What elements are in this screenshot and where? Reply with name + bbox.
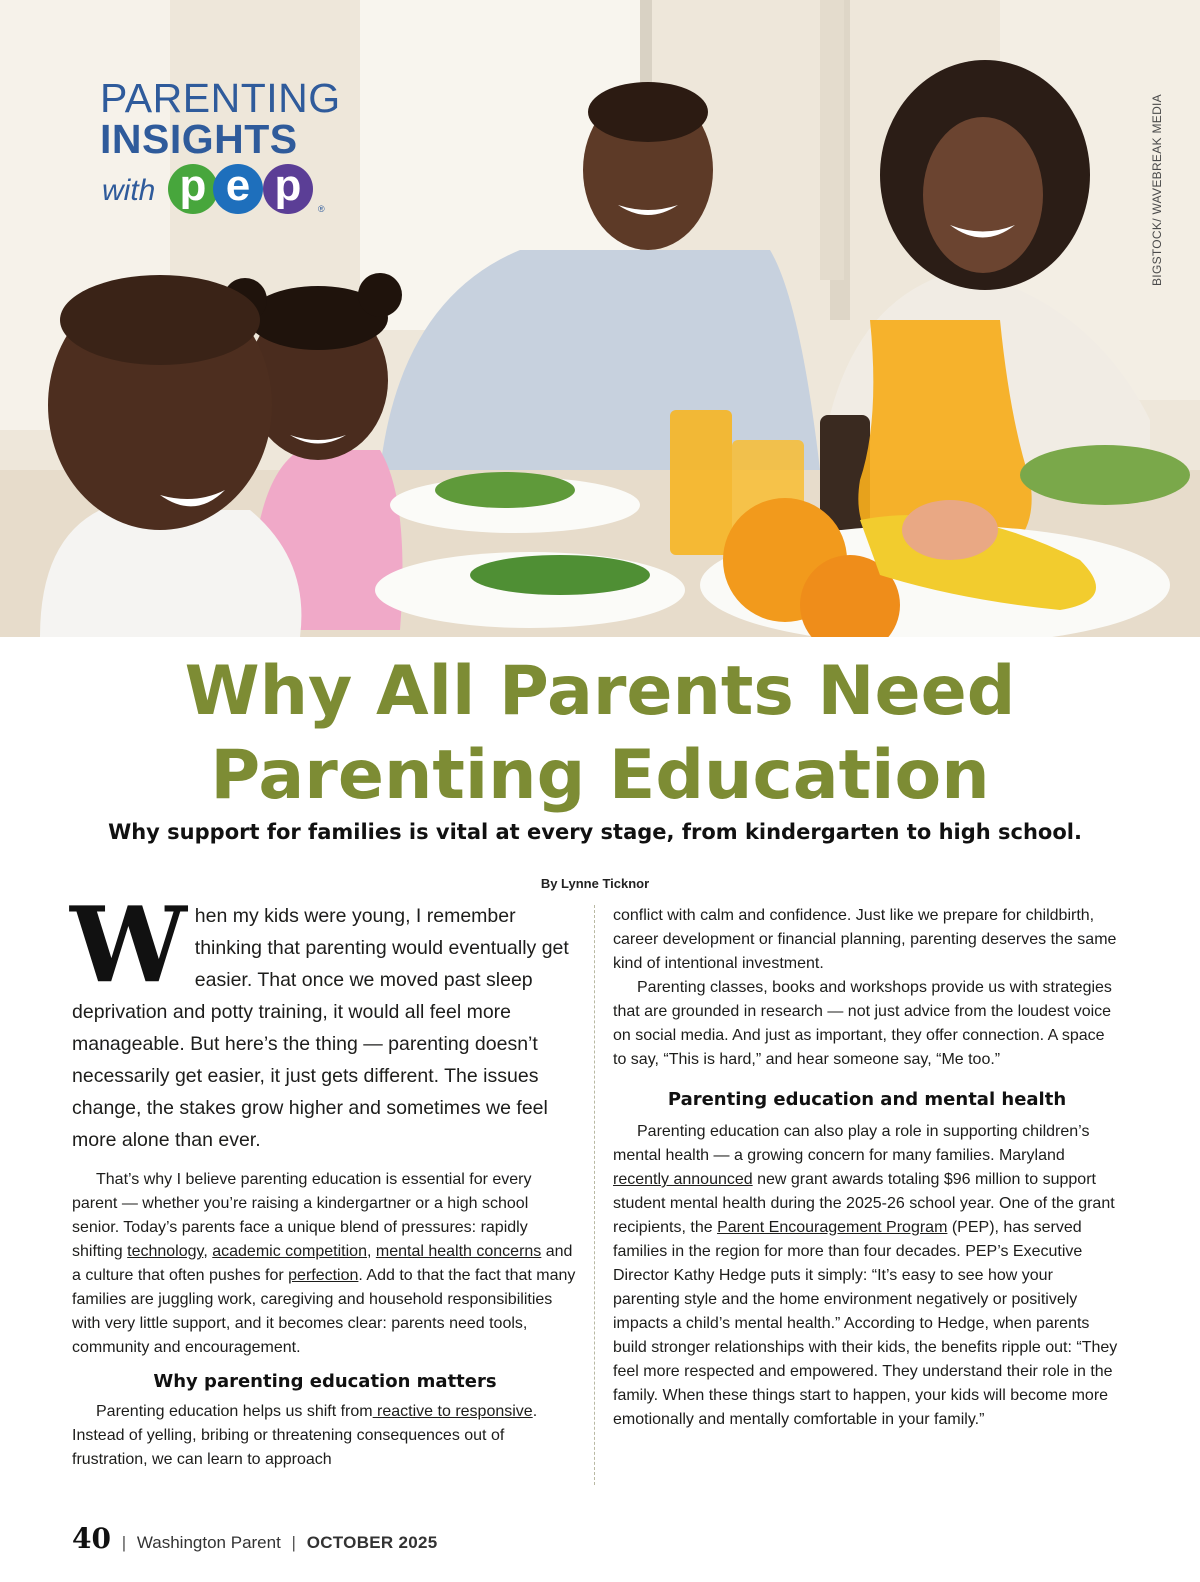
p2-text-c: ,	[366, 1243, 376, 1260]
article-subtitle: Why support for families is vital at every stage, from kindergarten to high school.	[108, 820, 1082, 844]
link-parent-encouragement-program[interactable]: Parent Encouragement Program	[717, 1219, 948, 1236]
paragraph-3	[72, 1400, 578, 1472]
photo-credit: BIGSTOCK/ WAVEBREAK MEDIA	[1150, 94, 1164, 286]
p2-text-e: . Add to that the fact that many families are juggling work, caregiving and household responsibilities with very little support, and it becomes clear: parents need tools, community and encouragement.	[72, 1267, 576, 1356]
p6-text-a: Parenting education can also play a role in supporting children’s mental health — a growing concern for many families. Maryland	[613, 1123, 1090, 1164]
logo-line-parenting: PARENTING	[100, 75, 341, 121]
footer-separator-1: |	[121, 1533, 127, 1552]
lead-text: hen my kids were young, I remember thinking that parenting would eventually get easier. That once we moved past sleep deprivation and potty training, it would all feel more manageable. But here’s the thing — parenting doesn’t necessarily get easier, it just gets different. The issues change, the stakes grow higher and sometimes we feel more alone than ever.	[72, 905, 569, 1151]
hero-photo	[0, 0, 1200, 637]
logo-line-with-pep	[100, 160, 340, 222]
drop-cap: W	[70, 883, 187, 1006]
link-mental-health-concerns[interactable]: mental health concerns	[375, 1243, 542, 1260]
parenting-insights-logo	[100, 75, 341, 222]
link-academic-competition[interactable]: academic competition	[212, 1243, 367, 1260]
footer-separator-2: |	[291, 1533, 296, 1552]
logo-line-insights: INSIGHTS	[100, 116, 298, 162]
p2-text-d: and a culture that often pushes for	[72, 1243, 573, 1284]
pep-letter-p: p	[168, 164, 218, 214]
paragraph-6	[613, 1120, 1121, 1432]
issue-date: OCTOBER 2025	[306, 1533, 438, 1552]
registered-mark: ®	[318, 204, 325, 214]
column-left	[70, 883, 578, 1472]
p6-text-c: (PEP), has served families in the region for more than four decades. PEP’s Executive Director Kathy Hedge puts it simply: “It’s easy to see how your parenting style and the home environment negatively or positively impacts a child’s mental health.” According to Hedge, when parents build stronger relationships with their kids, the benefits ripple out: “They feel more respected and empowered. They understand their role in the family. When these things start to happen, your kids will become more emotionally and mentally comfortable in your family.”	[613, 1219, 1118, 1428]
column-divider	[594, 905, 595, 1485]
title-line-2: Parenting Education	[210, 736, 990, 815]
section-heading-matters: Why parenting education matters	[153, 1371, 497, 1392]
link-recently-announced[interactable]: recently announced	[613, 1171, 753, 1188]
column-right	[613, 904, 1121, 1432]
p2-text-b: ,	[203, 1243, 213, 1260]
pep-letter-e: e	[213, 164, 263, 214]
article-title	[0, 650, 1200, 818]
p3-text-a: Parenting education helps us shift from	[96, 1403, 373, 1420]
publication-name: Washington Parent	[136, 1533, 281, 1552]
link-perfection[interactable]: perfection	[288, 1267, 359, 1284]
logo-with: with	[102, 174, 156, 207]
lead-paragraph	[70, 883, 578, 1156]
p6-text-b: new grant awards totaling $96 million to support student mental health during the 2025-26 school year. One of the grant recipients, the	[613, 1171, 1115, 1236]
byline: By Lynne Ticknor	[540, 876, 650, 891]
title-line-1: Why All Parents Need	[184, 652, 1016, 731]
p2-text-a: That’s why I believe parenting education is essential for every parent — whether you’re raising a kindergartner or a high school senior. Today’s parents face a unique blend of pressures: rapidly shifting	[72, 1171, 532, 1260]
p3-text-b: . Instead of yelling, bribing or threatening consequences out of frustration, we can learn to approach	[72, 1403, 538, 1468]
link-reactive-to-responsive[interactable]: reactive to responsive	[372, 1403, 533, 1420]
pep-letter-p2: p	[263, 164, 313, 214]
section-heading-mental-health: Parenting education and mental health	[667, 1089, 1067, 1110]
page-footer	[72, 1522, 438, 1555]
paragraph-4: conflict with calm and confidence. Just like we prepare for childbirth, career development or financial planning, parenting deserves the same kind of intentional investment.	[613, 907, 1117, 972]
link-technology[interactable]: technology	[127, 1243, 204, 1260]
page-number: 40	[72, 1522, 111, 1555]
paragraph-5: Parenting classes, books and workshops provide us with strategies that are grounded in research — not just advice from the loudest voice on social media. And just as important, they offer connection. A space to say, “This is hard,” and hear someone say, “Me too.”	[613, 979, 1112, 1068]
paragraph-2	[72, 1168, 578, 1360]
